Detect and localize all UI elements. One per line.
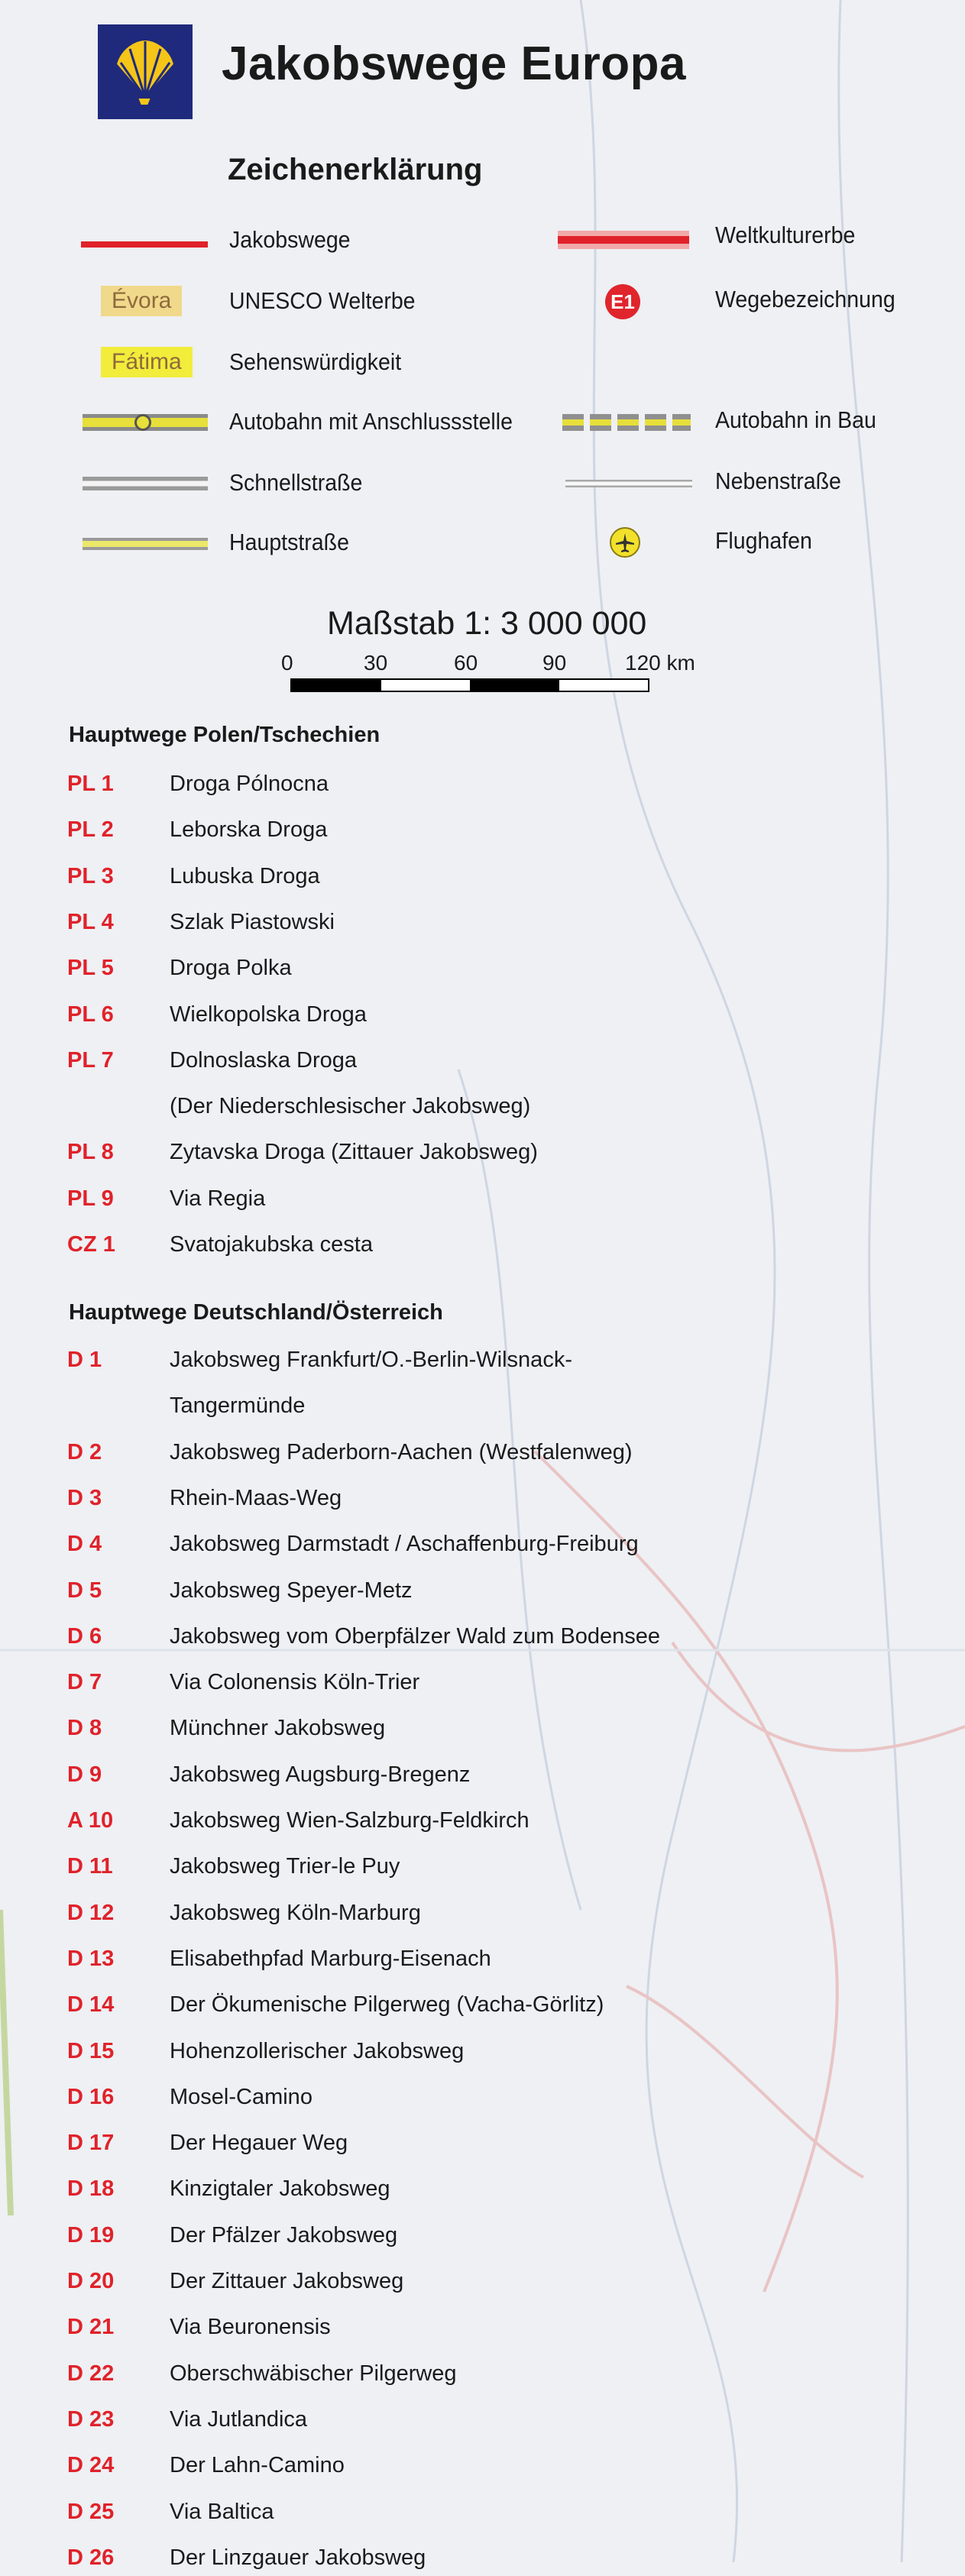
route-row (67, 1387, 908, 1424)
unesco-sample-box: Évora (101, 286, 182, 316)
route-row (67, 858, 908, 895)
legend-label-flughafen: Flughafen (715, 527, 812, 554)
route-name: Der Zittauer Jakobsweg (170, 2269, 404, 2293)
route-row (67, 1618, 908, 1655)
route-row (67, 1848, 908, 1885)
route-row (67, 2309, 908, 2345)
route-code: PL 9 (67, 1186, 114, 1211)
scale-tick-60: 60 (454, 651, 478, 675)
scale-tick-0: 0 (281, 651, 293, 675)
scale-title: Maßstab 1: 3 000 000 (327, 605, 647, 642)
route-name: Der Pfälzer Jakobsweg (170, 2222, 398, 2248)
route-name: Dolnoslaska Droga (170, 1047, 358, 1073)
route-name: Jakobsweg Frankfurt/O.-Berlin-Wilsnack- (170, 1348, 572, 1372)
route-row (67, 2355, 908, 2392)
route-code: D 3 (67, 1485, 102, 1510)
route-name: Jakobsweg Darmstadt / Aschaffenburg-Freiburg (170, 1532, 639, 1557)
route-code: D 7 (67, 1670, 102, 1695)
route-code: D 1 (67, 1348, 102, 1372)
route-name: Jakobsweg Paderborn-Aachen (Westfalenweg) (170, 1439, 633, 1464)
route-name: Jakobsweg Augsburg-Bregenz (170, 1762, 471, 1787)
sehens-sample-box: Fátima (101, 347, 193, 377)
route-row (67, 2079, 908, 2115)
route-row (67, 1480, 908, 1516)
autobahn-bau-center (562, 419, 691, 426)
legend-label-jakobswege: Jakobswege (229, 226, 351, 253)
route-name: Zytavska Droga (Zittauer Jakobsweg) (170, 1140, 538, 1165)
route-row (67, 1088, 908, 1125)
route-code: D 17 (67, 2131, 115, 2156)
route-row (67, 2447, 908, 2484)
route-code: PL 5 (67, 956, 114, 981)
route-row (67, 2217, 908, 2254)
route-name: Münchner Jakobsweg (170, 1716, 386, 1741)
route-name: Via Regia (170, 1186, 266, 1211)
route-code: D 21 (67, 2315, 115, 2340)
route-name: Leborska Droga (170, 817, 328, 843)
route-code: D 24 (67, 2453, 115, 2478)
route-row (67, 2263, 908, 2299)
scale-bar (290, 678, 649, 692)
route-code: D 6 (67, 1623, 102, 1649)
route-name: (Der Niederschlesischer Jakobsweg) (170, 1094, 531, 1119)
legend-label-autobahn: Autobahn mit Anschlussstelle (229, 408, 513, 435)
route-name: Svatojakubska cesta (170, 1232, 373, 1257)
route-name: Lubuska Droga (170, 863, 320, 888)
route-code: CZ 1 (67, 1232, 115, 1257)
route-row (67, 1434, 908, 1471)
route-row (67, 1341, 908, 1378)
route-name: Der Lahn-Camino (170, 2453, 345, 2478)
route-code: PL 2 (67, 817, 114, 843)
route-code: D 13 (67, 1946, 115, 1971)
route-row (67, 2033, 908, 2070)
anschlussstelle-icon (134, 414, 151, 431)
route-name: Der Linzgauer Jakobsweg (170, 2545, 426, 2570)
route-row (67, 1802, 908, 1839)
scallop-shell-icon (98, 24, 193, 119)
route-code: D 14 (67, 1992, 115, 2018)
route-code: D 22 (67, 2361, 115, 2386)
route-name: Elisabethpfad Marburg-Eisenach (170, 1946, 491, 1971)
route-name: Kinzigtaler Jakobsweg (170, 2176, 390, 2202)
route-code: PL 7 (67, 1047, 114, 1073)
route-name: Jakobsweg Wien-Salzburg-Feldkirch (170, 1808, 529, 1833)
wegebezeichnung-badge-icon: E1 (605, 284, 640, 319)
route-code: D 5 (67, 1578, 102, 1603)
section-heading-polen: Hauptwege Polen/Tschechien (69, 723, 380, 747)
legend-title: Zeichenerklärung (228, 153, 483, 186)
route-row (67, 1526, 908, 1562)
route-name: Via Jutlandica (170, 2406, 308, 2432)
route-row (67, 1664, 908, 1701)
page-title: Jakobswege Europa (222, 37, 687, 90)
legend-label-autobahn-bau: Autobahn in Bau (715, 406, 876, 433)
route-name: Wielkopolska Droga (170, 1002, 367, 1027)
route-row (67, 1042, 908, 1079)
route-row (67, 1756, 908, 1793)
route-row (67, 2401, 908, 2438)
route-name: Hohenzollerischer Jakobsweg (170, 2038, 465, 2063)
weltkulturerbe-line-icon (558, 231, 689, 249)
route-row (67, 1180, 908, 1217)
route-code: PL 6 (67, 1002, 114, 1027)
route-row (67, 1940, 908, 1977)
route-code: D 18 (67, 2176, 115, 2202)
route-name: Via Baltica (170, 2499, 274, 2524)
legend-label-schnell: Schnellstraße (229, 469, 363, 496)
route-row (67, 2539, 908, 2576)
route-name: Droga Polka (170, 956, 292, 981)
route-row (67, 811, 908, 848)
scale-tick-120: 120 km (625, 651, 695, 675)
airport-icon (610, 527, 640, 558)
route-row (67, 996, 908, 1033)
jakobsweg-line-icon (81, 241, 208, 248)
route-code: PL 3 (67, 863, 114, 888)
route-code: D 12 (67, 1900, 115, 1925)
route-code: D 26 (67, 2545, 115, 2570)
section-heading-deutschland: Hauptwege Deutschland/Österreich (69, 1300, 443, 1325)
route-code: D 2 (67, 1439, 102, 1464)
legend-label-sehens: Sehenswürdigkeit (229, 348, 402, 375)
route-name: Szlak Piastowski (170, 909, 335, 934)
route-code: PL 4 (67, 909, 114, 934)
route-row (67, 2170, 908, 2207)
route-code: PL 8 (67, 1140, 114, 1165)
route-row (67, 1572, 908, 1609)
route-name: Oberschwäbischer Pilgerweg (170, 2361, 457, 2386)
scale-tick-90: 90 (542, 651, 567, 675)
route-name: Droga Pólnocna (170, 772, 329, 796)
route-code: D 16 (67, 2084, 115, 2109)
route-row (67, 1895, 908, 1931)
hauptstrasse-line-icon (83, 538, 208, 550)
route-name: Via Beuronensis (170, 2315, 331, 2340)
route-code: D 15 (67, 2038, 115, 2063)
route-row (67, 1134, 908, 1170)
route-code: D 4 (67, 1532, 102, 1557)
route-code: D 11 (67, 1854, 113, 1879)
legend-label-weltkulturerbe: Weltkulturerbe (715, 222, 856, 248)
scale-tick-30: 30 (364, 651, 388, 675)
route-code: D 25 (67, 2499, 115, 2524)
route-name: Der Hegauer Weg (170, 2131, 348, 2156)
route-row (67, 1986, 908, 2023)
route-row (67, 765, 908, 802)
nebenstrasse-line-icon (565, 480, 692, 487)
route-code: A 10 (67, 1808, 114, 1833)
legend-label-unesco: UNESCO Welterbe (229, 287, 416, 314)
route-name: Der Ökumenische Pilgerweg (Vacha-Görlitz) (170, 1992, 604, 2018)
route-name: Rhein-Maas-Weg (170, 1485, 342, 1510)
route-name: Jakobsweg Speyer-Metz (170, 1578, 413, 1603)
legend-label-haupt: Hauptstraße (229, 529, 349, 555)
route-name: Via Colonensis Köln-Trier (170, 1670, 420, 1695)
route-code: D 20 (67, 2269, 115, 2293)
route-name: Jakobsweg Köln-Marburg (170, 1900, 421, 1925)
route-name: Mosel-Camino (170, 2084, 312, 2109)
route-name: Jakobsweg vom Oberpfälzer Wald zum Bodensee (170, 1623, 661, 1649)
route-row (67, 950, 908, 986)
route-row (67, 2493, 908, 2530)
legend-label-wegebezeichnung: Wegebezeichnung (715, 286, 895, 312)
route-row (67, 1710, 908, 1746)
route-code: D 8 (67, 1716, 102, 1741)
route-row (67, 1226, 908, 1263)
schnellstrasse-line-icon (83, 477, 208, 490)
route-code: PL 1 (67, 772, 114, 796)
route-name: Jakobsweg Trier-le Puy (170, 1854, 400, 1879)
route-code: D 9 (67, 1762, 102, 1787)
route-row (67, 2125, 908, 2161)
route-row (67, 904, 908, 940)
legend-label-neben: Nebenstraße (715, 468, 841, 494)
route-code: D 19 (67, 2222, 115, 2248)
route-name: Tangermünde (170, 1393, 306, 1419)
route-code: D 23 (67, 2406, 115, 2432)
